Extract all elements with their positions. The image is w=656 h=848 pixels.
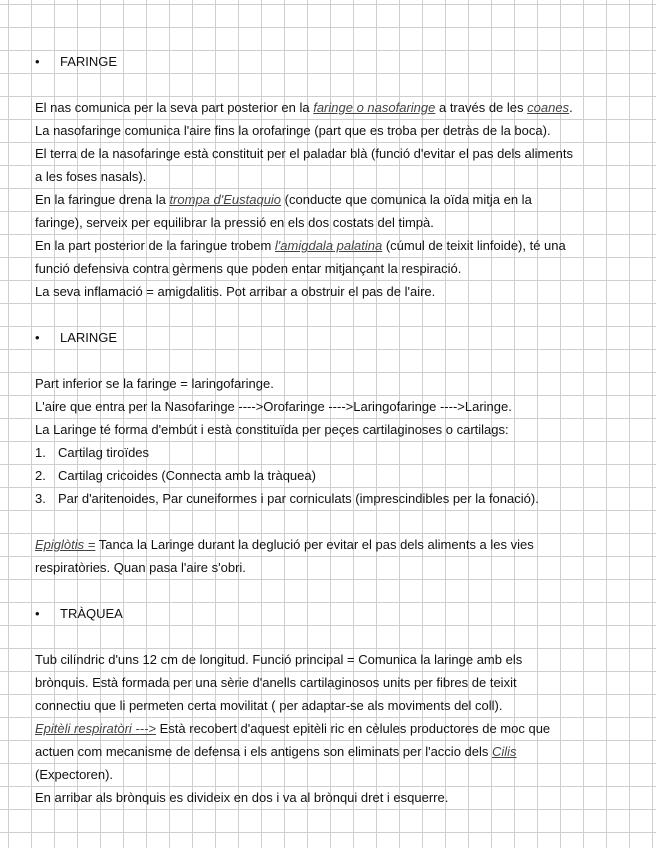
paragraph-line: brònquis. Està formada per una sèrie d'anells cartilaginosos units per fibres de teixit (35, 675, 517, 690)
heading-text: TRÀQUEA (60, 606, 123, 621)
list-item (35, 464, 635, 487)
list-item-text: Cartilag tiroïdes (58, 445, 150, 460)
bullet-icon: • (35, 330, 40, 345)
paragraph-line: En arribar als brònquis es divideix en dos i va al brònqui dret i esquerre. (35, 790, 449, 805)
term-cilis: Cilis (492, 744, 517, 759)
term-faringe-nasofaringe: faringe o nasofaringe (313, 100, 436, 115)
paragraph-line: (Expectoren). (35, 767, 114, 782)
paragraph-line: El terra de la nasofaringe està constituit per el paladar blà (funció d'evitar el pas dels aliments (35, 146, 573, 161)
text-run: a través de les (435, 100, 528, 115)
paragraph-line: La seva inflamació = amigdalitis. Pot arribar a obstruir el pas de l'aire. (35, 284, 436, 299)
list-item (35, 487, 635, 510)
paragraph-line: respiratòries. Quan pasa l'aire s'obri. (35, 560, 246, 575)
list-item (35, 441, 635, 464)
paragraph-line: connectiu que li permeten certa movilitat ( per adaptar-se als moviments del coll). (35, 698, 503, 713)
section-heading-traquea (35, 602, 635, 625)
paragraph-line (35, 717, 635, 740)
paragraph-line: Part inferior se la faringe = laringofaringe. (35, 376, 274, 391)
section-heading-laringe (35, 326, 635, 349)
term-amigdala-palatina: l'amigdala palatina (274, 238, 383, 253)
paragraph-line: faringe), serveix per equilibrar la pressió en els dos costats del timpà. (35, 215, 434, 230)
term-epiglotis: Epiglòtis = (35, 537, 96, 552)
text-run: Està recobert d'aquest epitèli ric en cèlules productores de moc que (156, 721, 551, 736)
paragraph-line: La Laringe té forma d'embút i està constituïda per peçes cartilaginoses o cartilags: (35, 422, 509, 437)
term-epiteli-respiratori: Epitèli respiratòri ---> (35, 721, 157, 736)
paragraph-line: Tub cilíndric d'uns 12 cm de longitud. Funció principal = Comunica la laringe amb els (35, 652, 523, 667)
list-number: 2. (35, 468, 46, 483)
text-run: . (569, 100, 573, 115)
list-number: 1. (35, 445, 46, 460)
heading-text: FARINGE (60, 54, 118, 69)
text-run: actuen com mecanisme de defensa i els antigens son eliminats per l'accio dels (35, 744, 492, 759)
paragraph-line (35, 96, 635, 119)
section-heading-faringe (35, 50, 635, 73)
paragraph-line (35, 740, 635, 763)
text-run: (cúmul de teixit linfoide), té una (382, 238, 566, 253)
list-item-text: Par d'aritenoides, Par cuneiformes i par corniculats (imprescindibles per la fonació). (58, 491, 539, 506)
text-run: El nas comunica per la seva part posterior en la (35, 100, 314, 115)
bullet-icon: • (35, 606, 40, 621)
paragraph-line: L'aire que entra per la Nasofaringe ---->Orofaringe ---->Laringofaringe ---->Laringe. (35, 399, 512, 414)
paragraph-line: La nasofaringe comunica l'aire fins la orofaringe (part que es troba per detràs de la boca). (35, 123, 551, 138)
document-page (35, 50, 635, 809)
text-run: Tanca la Laringe durant la deglució per evitar el pas dels aliments a les vies (95, 537, 534, 552)
paragraph-line (35, 533, 635, 556)
bullet-icon: • (35, 54, 40, 69)
paragraph-line: a les foses nasals). (35, 169, 147, 184)
term-coanes: coanes (527, 100, 570, 115)
text-run: (conducte que comunica la oïda mitja en la (281, 192, 532, 207)
paragraph-line: funció defensiva contra gèrmens que poden entar mitjançant la respiració. (35, 261, 462, 276)
text-run: En la part posterior de la faringue trobem (35, 238, 275, 253)
list-number: 3. (35, 491, 46, 506)
text-run: En la faringue drena la (35, 192, 170, 207)
paragraph-line (35, 234, 635, 257)
list-item-text: Cartilag cricoides (Connecta amb la tràquea) (58, 468, 316, 483)
paragraph-line (35, 188, 635, 211)
term-trompa-eustaquio: trompa d'Eustaquio (169, 192, 282, 207)
heading-text: LARINGE (60, 330, 118, 345)
